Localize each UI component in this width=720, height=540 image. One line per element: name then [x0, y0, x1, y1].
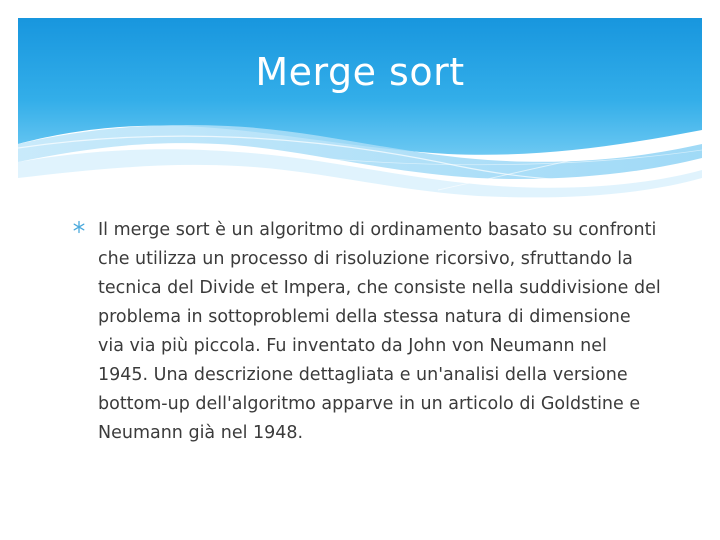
- asterisk-bullet-icon: [72, 220, 86, 234]
- title-banner: [18, 18, 702, 200]
- slide-body: [72, 216, 662, 448]
- bullet-item: [72, 216, 662, 448]
- bullet-text: Il merge sort è un algoritmo di ordinamento basato su confronti che utilizza un processo di risoluzione ricorsivo, sfruttando la tecnica del Divide et Impera, che consiste nella suddivisione del problema in sottoproblemi della stessa natura di dimensione via via più piccola. Fu inventato da John von Neumann nel 1945. Una descrizione dettagliata e un'analisi della versione bottom-up dell'algoritmo apparve in un articolo di Goldstine e Neumann già nel 1948.: [98, 220, 661, 443]
- wave-banner-graphic: [18, 18, 702, 200]
- slide-title: Merge sort: [255, 50, 465, 94]
